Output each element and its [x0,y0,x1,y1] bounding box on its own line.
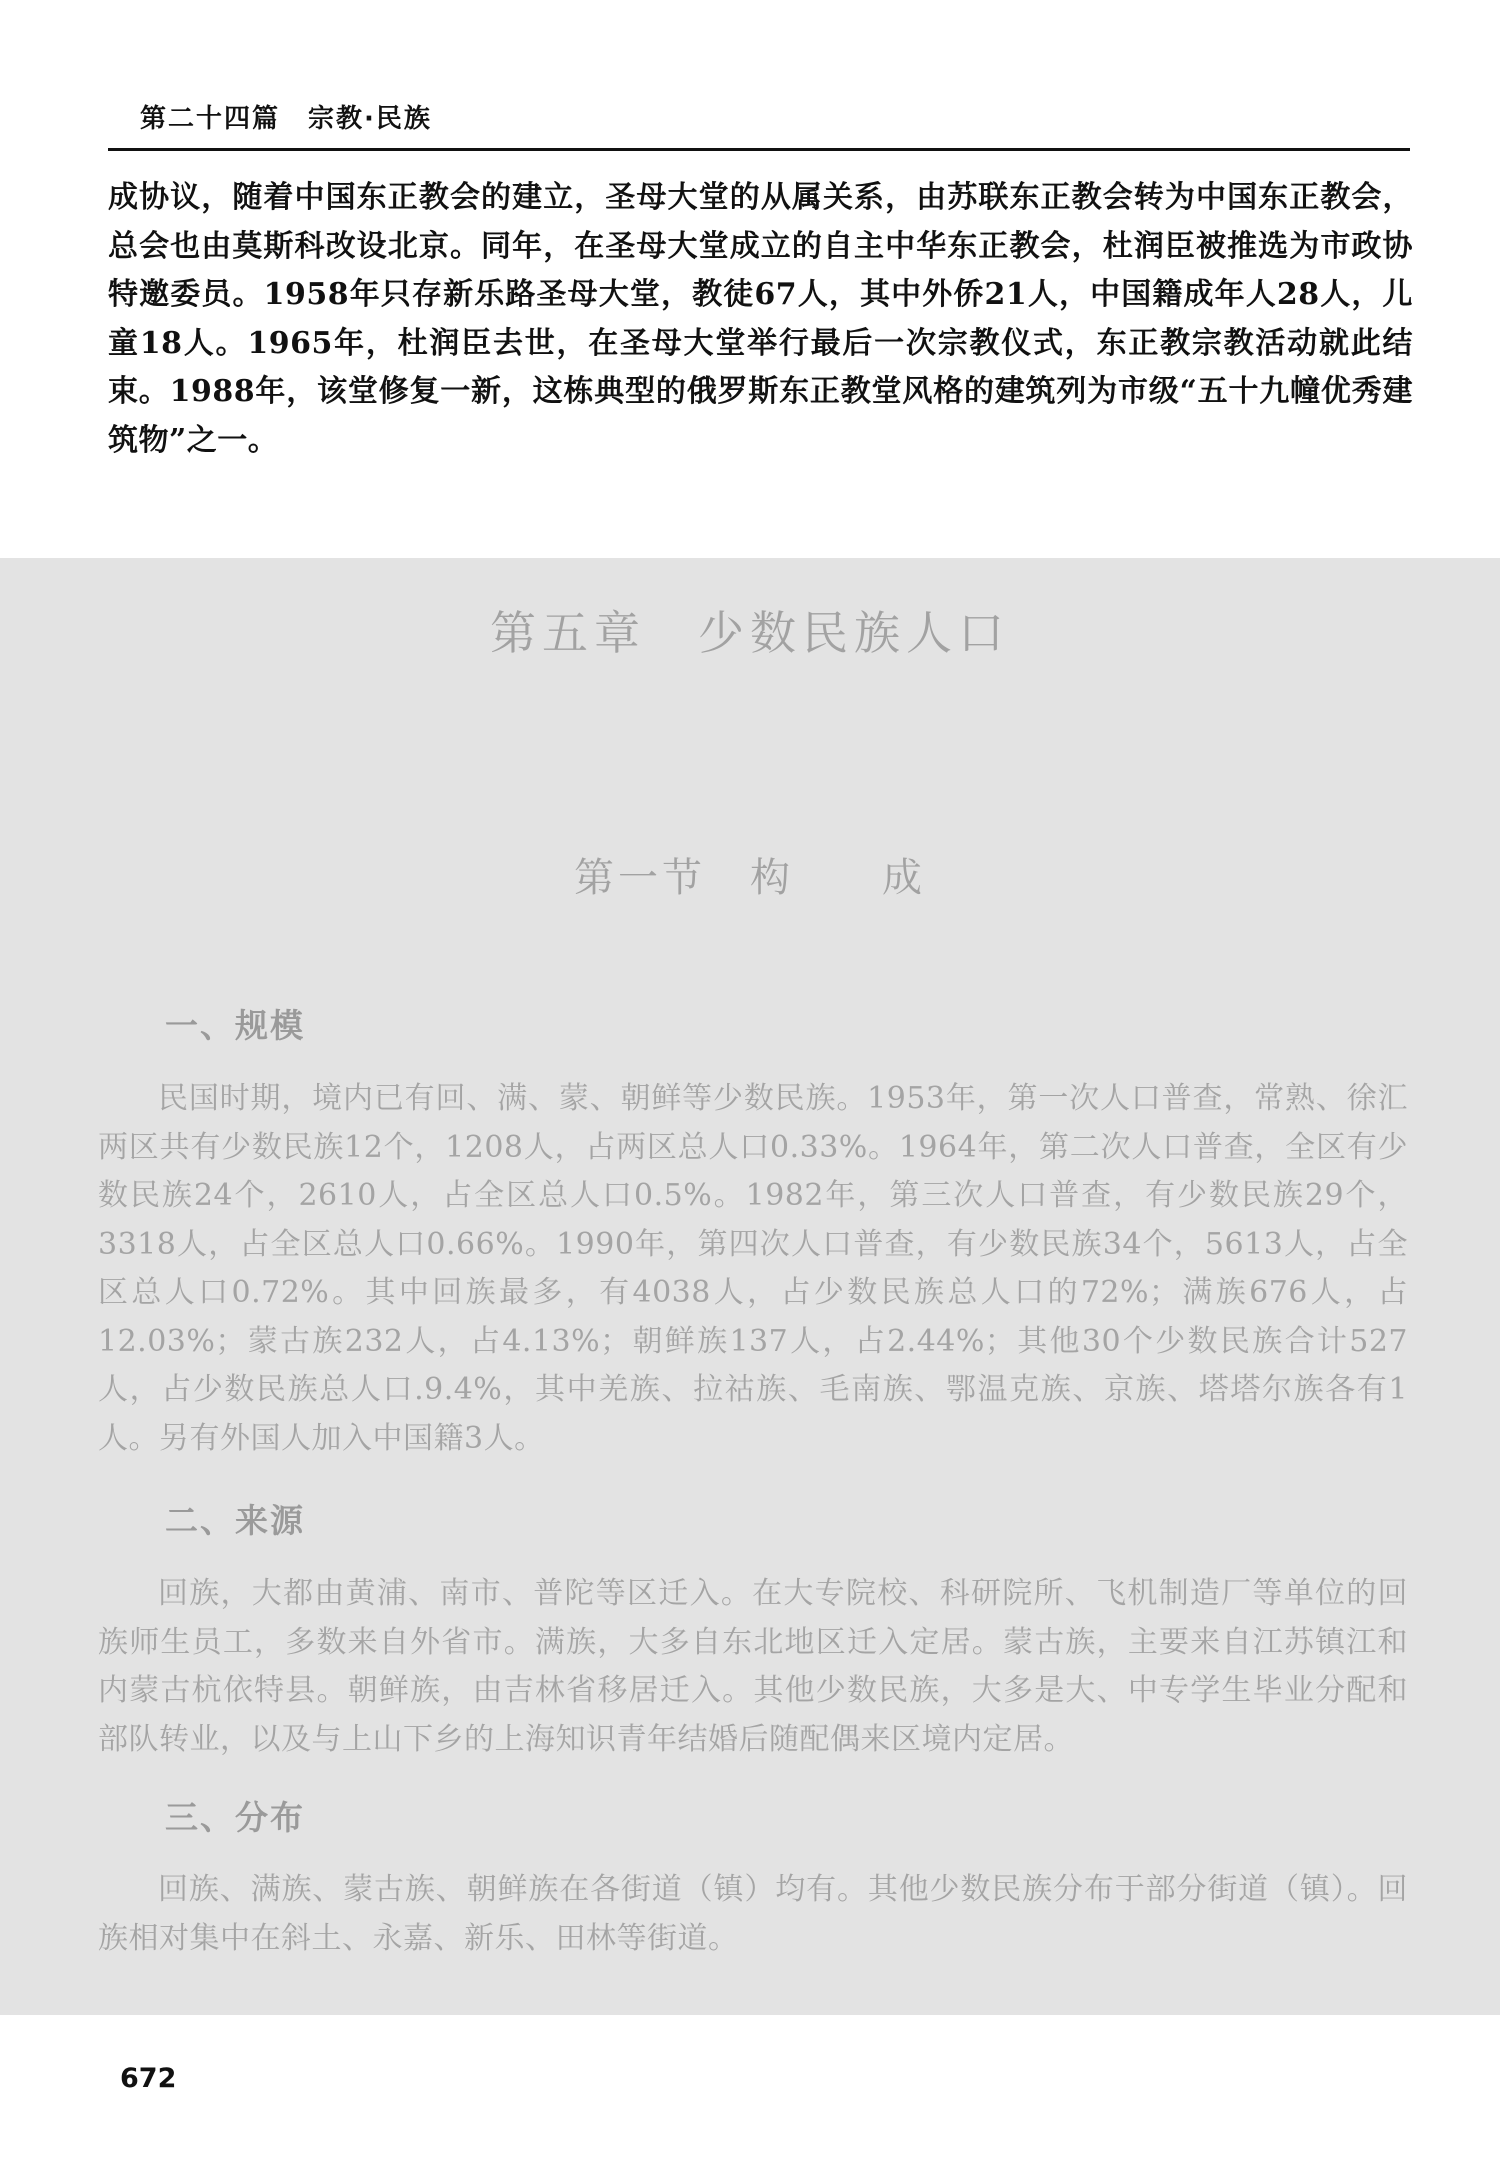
header-rule [108,148,1410,151]
subsection-text-distribution: 回族、满族、蒙古族、朝鲜族在各街道（镇）均有。其他少数民族分布于部分街道（镇）。回族相对集中在斜土、永嘉、新乐、田林等街道。 [98,1872,1408,1956]
chapter-title: 第五章 少数民族人口 [490,606,1010,660]
subsection-text-origin: 回族，大都由黄浦、南市、普陀等区迁入。在大专院校、科研院所、飞机制造厂等单位的回族师生员工，多数来自外省市。满族，大多自东北地区迁入定居。蒙古族，主要来自江苏镇江和内蒙古杭依特县。朝鲜族，由吉林省移居迁入。其他少数民族，大多是大、中专学生毕业分配和部队转业，以及与上山下乡的上海知识青年结婚后随配偶来区境内定居。 [98,1576,1408,1757]
subsection-heading-origin: 二、来源 [165,1501,305,1540]
page-number: 672 [120,2063,177,2094]
section-title: 第一节 构 成 [574,855,926,901]
subsection-text-scale: 民国时期，境内已有回、满、蒙、朝鲜等少数民族。1953年，第一次人口普查，常熟、徐汇两区共有少数民族12个，1208人，占两区总人口0.33%。1964年，第二次人口普查，全区有少数民族24个，2610人，占全区总人口0.5%。1982年，第三次人口普查，有少数民族29个，3318人，占全区总人口0.66%。1990年，第四次人口普查，有少数民族34个，5613人，占全区总人口0.72%。其中回族最多，有4038人，占少数民族总人口的72%；满族676人，占12.03%；蒙古族232人，占4.13%；朝鲜族137人，占2.44%；其他30个少数民族合计527人，占少数民族总人口.9.4%，其中羌族、拉祜族、毛南族、鄂温克族、京族、塔塔尔族各有1人。另有外国人加入中国籍3人。 [98,1081,1408,1456]
subsection-heading-scale: 一、规模 [165,1006,305,1045]
running-header: 第二十四篇 宗教·民族 [140,104,432,134]
subsection-heading-distribution: 三、分布 [165,1798,305,1837]
continued-paragraph: 成协议，随着中国东正教会的建立，圣母大堂的从属关系，由苏联东正教会转为中国东正教会，总会也由莫斯科改设北京。同年，在圣母大堂成立的自主中华东正教会，杜润臣被推选为市政协特邀委员。1958年只存新乐路圣母大堂，教徒67人，其中外侨21人，中国籍成年人28人，儿童18人。1965年，杜润臣去世，在圣母大堂举行最后一次宗教仪式，东正教宗教活动就此结束。1988年，该堂修复一新，这栋典型的俄罗斯东正教堂风格的建筑列为市级“五十九幢优秀建筑物”之一。 [108,180,1413,458]
